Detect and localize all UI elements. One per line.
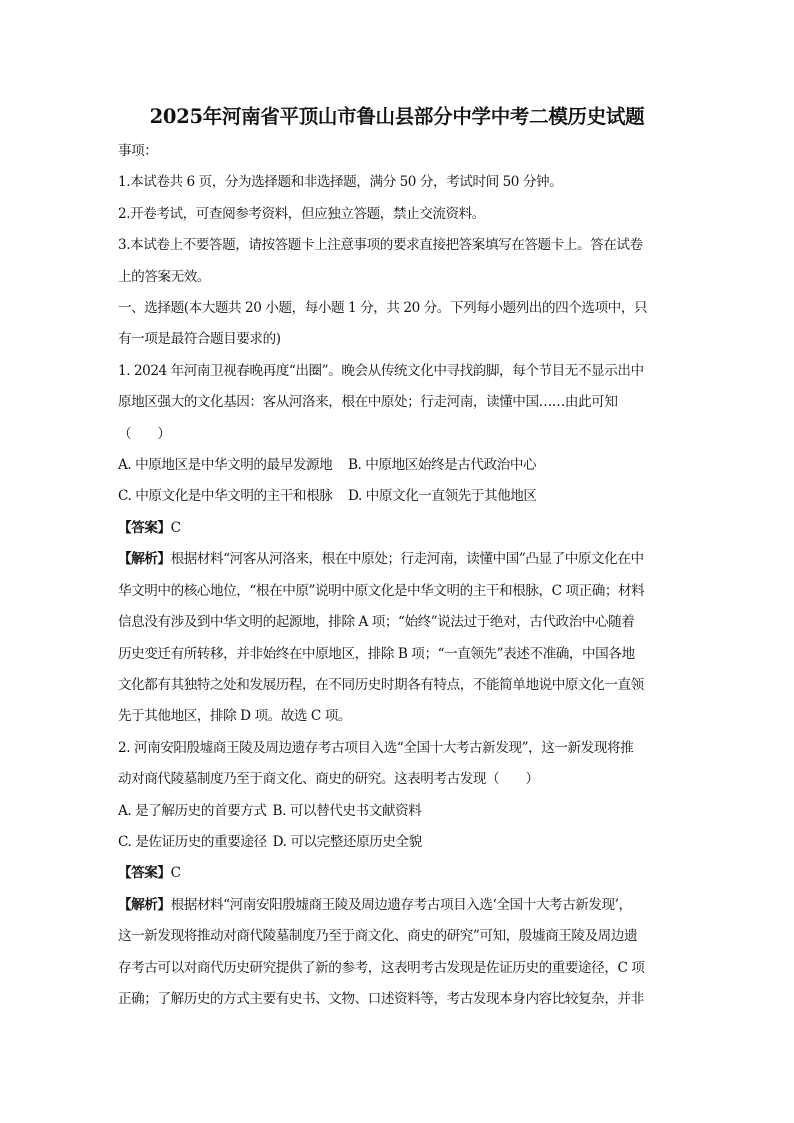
answer-label: 【答案】 <box>118 519 171 536</box>
question-1-analysis-line: 文化都有其独特之处和发展历程，在不同历史时期各有特点，不能简单地说中原文化一直领 <box>118 676 644 693</box>
question-1-options-row <box>118 450 676 481</box>
notice-item: 2.开卷考试，可查阅参考资料，但应独立答题，禁止交流资料。 <box>118 205 485 222</box>
question-2-analysis-line: 存考古可以对商代历史研究提供了新的参考，这表明考古发现是佐证历史的重要途径，C 项 <box>118 959 645 976</box>
question-2-options-row <box>118 827 676 858</box>
notice-item: 1.本试卷共 6 页，分为选择题和非选择题，满分 50 分，考试时间 50 分钟。 <box>118 174 563 191</box>
answer-label: 【答案】 <box>118 865 171 882</box>
question-2-option-c: C. 是佐证历史的重要途径 <box>118 833 267 850</box>
question-2-analysis-line: 这一新发现将推动对商代陵墓制度乃至于商文化、商史的研究”可知，殷墟商王陵及周边遗 <box>118 928 638 945</box>
analysis-text: 根据材料“河南安阳殷墟商王陵及周边遗存考古项目入选‘全国十大考古新发现’， <box>170 896 632 913</box>
question-2-analysis-line: 正确；了解历史的方式主要有史书、文物、口述资料等，考古发现本身内容比较复杂，并非 <box>118 990 644 1007</box>
question-2-stem: 2. 河南安阳殷墟商王陵及周边遗存考古项目入选“全国十大考古新发现”，这一新发现将推 <box>118 739 634 756</box>
question-1-option-c: C. 中原文化是中华文明的主干和根脉 <box>118 488 333 505</box>
page-title: 2025年河南省平顶山市鲁山县部分中学中考二模历史试题 <box>149 105 645 128</box>
question-2-answer <box>118 858 676 889</box>
answer-value: C <box>170 865 181 882</box>
question-1-stem: 原地区强大的文化基因：客从河洛来，根在中原处；行走河南，读懂中国……由此可知 <box>118 394 618 411</box>
question-1-analysis-line: 信息没有涉及到中华文明的起源地，排除 A 项；“始终”说法过于绝对，古代政治中心随着 <box>118 614 635 631</box>
notice-item: 上的答案无效。 <box>118 268 211 285</box>
question-1-stem: 1. 2024 年河南卫视春晚再度“出圈”。晚会从传统文化中寻找韵脚，每个节目无不显示出中 <box>118 362 644 379</box>
question-2-analysis <box>118 890 676 921</box>
question-1-stem: （ ） <box>118 425 171 442</box>
question-1-analysis-line: 先于其他地区，排除 D 项。故选 C 项。 <box>118 708 352 725</box>
question-1-analysis-line: 历史变迁有所转移，并非始终在中原地区，排除 B 项；“一直领先”表述不准确，中国各地 <box>118 645 635 662</box>
question-2-option-d: D. 可以完整还原历史全貌 <box>272 833 422 850</box>
question-1-analysis-line: 华文明中的核心地位，“根在中原”说明中原文化是中华文明的主干和根脉，C 项正确；材料 <box>118 582 645 599</box>
question-1-option-d: D. 中原文化一直领先于其他地区 <box>348 488 537 505</box>
question-1-options-row <box>118 481 676 512</box>
question-2-options-row <box>118 796 676 827</box>
section-heading: 有一项是最符合题目要求的) <box>118 331 281 348</box>
analysis-label: 【解析】 <box>118 896 171 913</box>
notice-item: 3.本试卷上不要答题，请按答题卡上注意事项的要求直接把答案填写在答题卡上。答在试卷 <box>118 237 643 254</box>
question-1-answer <box>118 513 676 544</box>
question-1-option-a: A. 中原地区是中华文明的最早发源地 <box>118 457 333 474</box>
question-2-stem: 动对商代陵墓制度乃至于商文化、商史的研究。这表明考古发现（ ） <box>118 771 539 788</box>
question-1-analysis <box>118 544 676 575</box>
question-2-option-a: A. 是了解历史的首要方式 <box>118 802 267 819</box>
question-1-option-b: B. 中原地区始终是古代政治中心 <box>348 457 537 474</box>
notice-heading: 事项： <box>118 143 158 159</box>
document-page <box>118 104 676 1015</box>
section-heading: 一、选择题(本大题共 20 小题，每小题 1 分，共 20 分。下列每小题列出的四个选项中，只 <box>118 300 648 317</box>
analysis-text: 根据材料“河客从河洛来，根在中原处；行走河南，读懂中国”凸显了中原文化在中 <box>170 551 644 568</box>
analysis-label: 【解析】 <box>118 551 171 568</box>
answer-value: C <box>170 519 181 536</box>
question-2-option-b: B. 可以替代史书文献资料 <box>272 802 422 819</box>
